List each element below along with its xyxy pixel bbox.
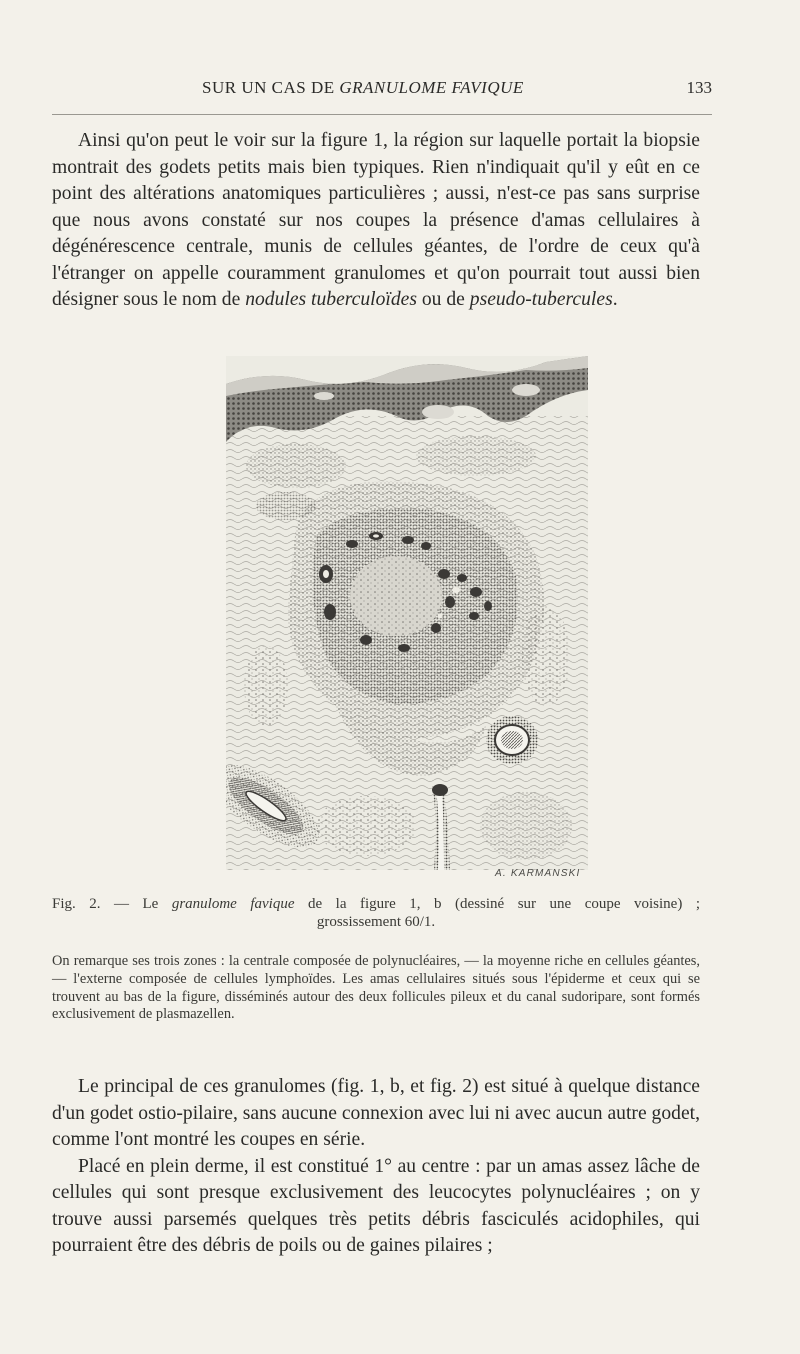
dermal-cell-cluster — [256, 492, 316, 520]
running-title-italic: GRANULOME FAVIQUE — [339, 78, 524, 97]
caption-label: Fig. 2. — Le — [52, 896, 172, 912]
caption-italic-term: granulome favique — [171, 896, 295, 912]
epidermal-cavity — [314, 392, 334, 400]
epidermal-cavity — [422, 405, 454, 419]
paragraph-1-end: . — [612, 289, 618, 310]
caption-rest: de la figure 1, b (dessiné sur une coupe voisine) ; — [294, 896, 700, 912]
dermal-cell-cluster — [480, 792, 572, 860]
term-nodules-tuberculoides: nodules tuberculoïdes — [245, 289, 417, 310]
paragraph-2-first: Le principal de ces granulomes (fig. 1, b, et fig. 2) est situé à quelque distance d'un godet ostio-pilaire, sans aucune connexion avec lui ni avec aucun autre godet, comme l'ont montré les coupes en série. — [52, 1076, 700, 1150]
running-title-prefix: SUR UN CAS DE — [202, 78, 340, 97]
paragraph-1-conjunction: ou de — [416, 289, 470, 310]
artist-signature: A. KARMANSKI — [495, 868, 581, 879]
running-title — [202, 78, 524, 98]
caption-line-1 — [52, 895, 700, 913]
paragraph-1-text: Ainsi qu'on peut le voir sur la figure 1, la région sur laquelle portait la biopsie montrait des godets petits mais bien typiques. Rien n'indiquait qu'il y eût en ce point des altérations anatomiques particulières ; aussi, n'est-ce pas sans surprise que nous avons constaté sur nos coupes la présence d'amas cellulaires à dégénérescence centrale, munis de cellules géantes, de l'ordre de ceux qu'à l'étranger on appelle couramment granulomes et qu'on pourrait tout aussi bien désigner sous le nom de — [52, 130, 700, 310]
dermal-cell-cluster — [244, 646, 288, 726]
paragraph-2-second: Placé en plein derme, il est constitué 1° au centre : par un amas assez lâche de cellules qui sont presque exclusivement des leucocytes polynucléaires ; on y trouve aussi parsemés quelques très petits débris fasciculés acidophiles, qui pourraient être des débris de poils ou de gaines pilaires ; — [52, 1155, 700, 1256]
paragraph-2 — [52, 1074, 700, 1260]
histology-drawing — [226, 356, 588, 870]
figure-caption — [52, 895, 700, 931]
caption-line-2: grossissement 60/1. — [316, 914, 436, 930]
header-rule — [52, 114, 712, 115]
histology-figure — [226, 356, 588, 870]
page-number: 133 — [686, 78, 712, 97]
epidermal-cavity — [512, 384, 540, 396]
dermal-cell-cluster — [522, 606, 570, 706]
subepidermal-cluster — [246, 444, 346, 488]
central-polynuclear-cells — [350, 556, 442, 636]
sweat-duct — [486, 716, 538, 764]
subepidermal-cluster — [416, 436, 536, 476]
term-pseudo-tubercules: pseudo-tubercules — [469, 289, 613, 310]
figure-note: On remarque ses trois zones : la centrale composée de polynucléaires, — la moyenne riche en cellules géantes, — l'externe composée de cellules lymphoïdes. Les amas cellulaires situés sous l'épiderme et ceux qui se trouvent au bas de la figure, disséminés autour des deux follicules pileux et du canal sudoripare, sont formés exclusivement de plasmazellen. — [52, 953, 700, 1023]
paragraph-1 — [52, 128, 700, 314]
running-head — [52, 78, 712, 104]
dermal-cell-cluster — [316, 796, 416, 856]
